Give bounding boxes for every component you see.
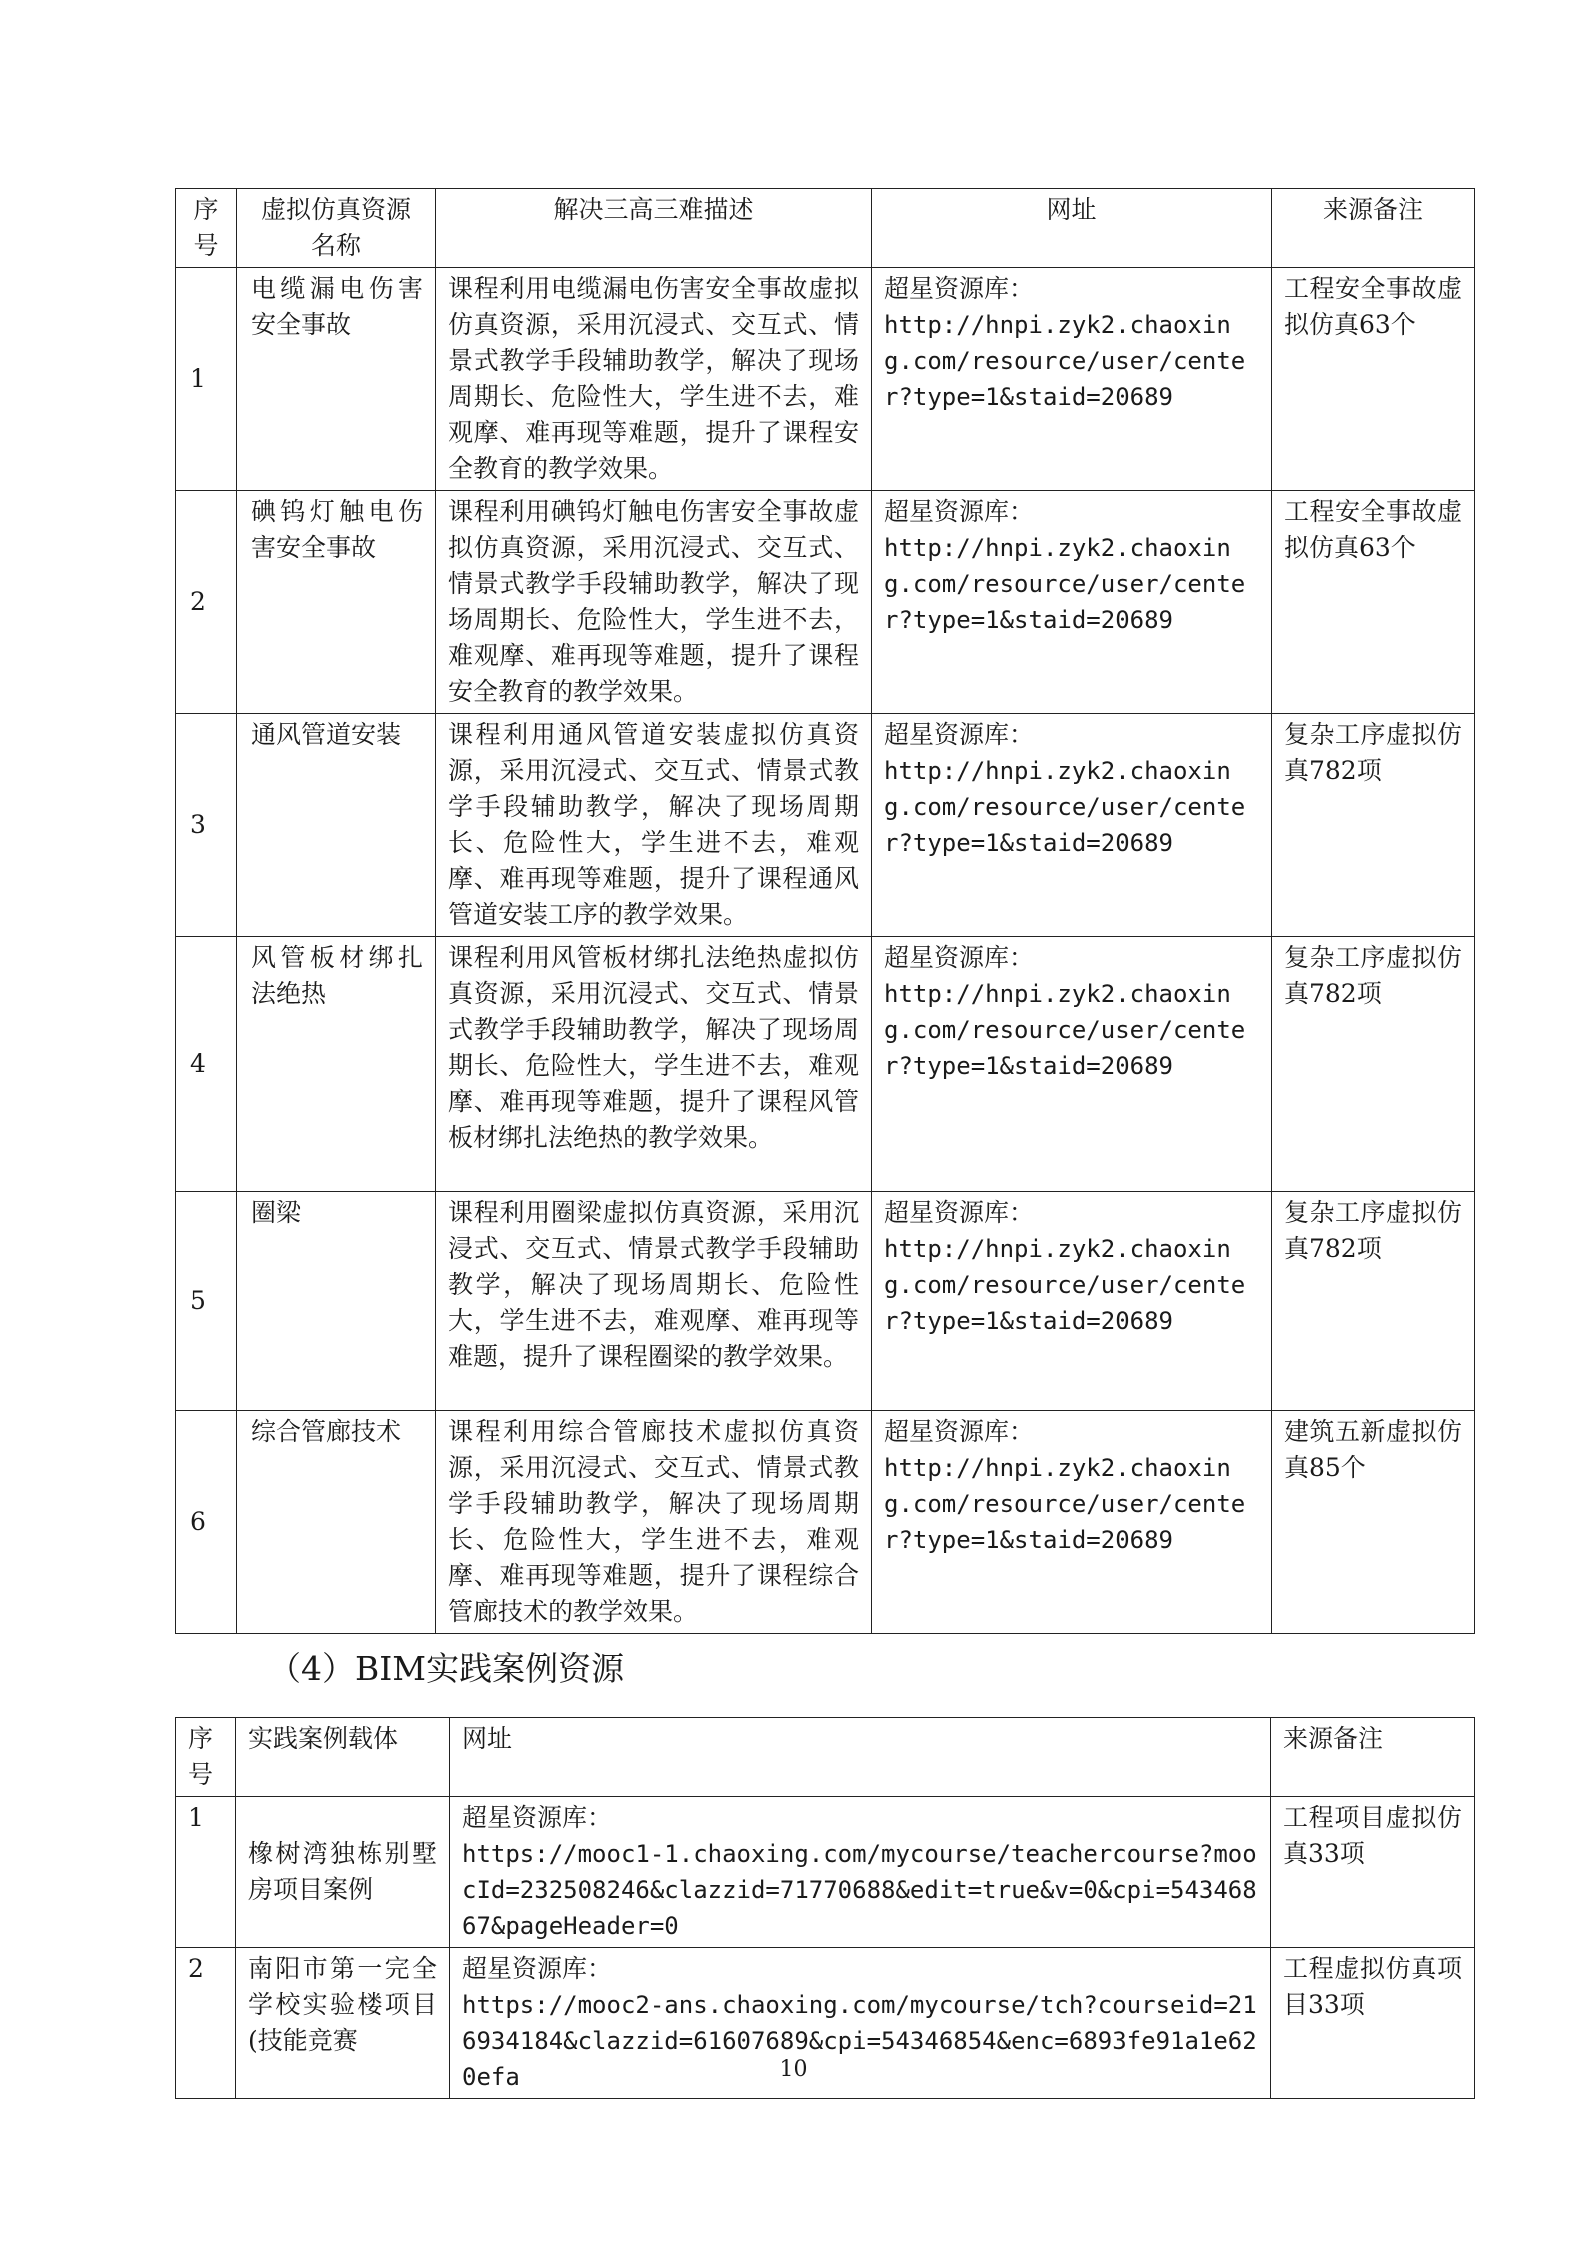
header-source-note: 来源备注	[1271, 1718, 1475, 1797]
source-note: 复杂工序虚拟仿真782项	[1272, 937, 1475, 1192]
url-label: 超星资源库：	[884, 274, 1035, 303]
url-label: 超星资源库：	[884, 1417, 1035, 1446]
description: 课程利用电缆漏电伤害安全事故虚拟仿真资源，采用沉浸式、交互式、情景式教学手段辅助教学，解决了现场周期长、危险性大，学生进不去，难观摩、难再现等难题，提升了课程安全教育的教学效果。	[436, 268, 872, 491]
source-note: 复杂工序虚拟仿真782项	[1272, 1192, 1475, 1411]
url-link[interactable]: http://hnpi.zyk2.chaoxing.com/resource/user/center?type=1&staid=20689	[884, 311, 1246, 411]
source-note: 建筑五新虚拟仿真85个	[1272, 1411, 1475, 1634]
resource-name: 碘钨灯触电伤害安全事故	[237, 491, 436, 714]
url-label: 超星资源库：	[884, 943, 1035, 972]
row-index: 6	[176, 1411, 237, 1634]
url-link[interactable]: http://hnpi.zyk2.chaoxing.com/resource/user/center?type=1&staid=20689	[884, 980, 1246, 1080]
url-link[interactable]: https://mooc1-1.chaoxing.com/mycourse/teachercourse?moocId=232508246&clazzid=71770688&edit=true&v=0&cpi=54346867&pageHeader=0	[462, 1840, 1257, 1940]
url-cell	[872, 268, 1272, 491]
description: 课程利用碘钨灯触电伤害安全事故虚拟仿真资源，采用沉浸式、交互式、情景式教学手段辅助教学，解决了现场周期长、危险性大，学生进不去，难观摩、难再现等难题，提升了课程安全教育的教学效果。	[436, 491, 872, 714]
resource-name: 圈梁	[237, 1192, 436, 1411]
table-header-row	[176, 1718, 1475, 1797]
url-cell	[872, 491, 1272, 714]
header-resource-name: 虚拟仿真资源名称	[237, 189, 436, 268]
header-description: 解决三高三难描述	[436, 189, 872, 268]
url-cell	[872, 1411, 1272, 1634]
description: 课程利用通风管道安装虚拟仿真资源，采用沉浸式、交互式、情景式教学手段辅助教学，解决了现场周期长、危险性大，学生进不去，难观摩、难再现等难题，提升了课程通风管道安装工序的教学效果。	[436, 714, 872, 937]
page-number: 10	[779, 2057, 808, 2082]
url-label: 超星资源库：	[462, 1803, 613, 1832]
url-cell	[872, 1192, 1272, 1411]
case-name: 橡树湾独栋别墅房项目案例	[236, 1797, 450, 1948]
resource-name: 电缆漏电伤害安全事故	[237, 268, 436, 491]
header-url: 网址	[872, 189, 1272, 268]
url-link[interactable]: http://hnpi.zyk2.chaoxing.com/resource/user/center?type=1&staid=20689	[884, 757, 1246, 857]
case-name: 南阳市第一完全学校实验楼项目(技能竞赛	[236, 1948, 450, 2099]
row-index: 3	[176, 714, 237, 937]
header-case-carrier: 实践案例载体	[236, 1718, 450, 1797]
table-row	[176, 937, 1475, 1192]
row-index: 5	[176, 1192, 237, 1411]
description: 课程利用圈梁虚拟仿真资源，采用沉浸式、交互式、情景式教学手段辅助教学，解决了现场周期长、危险性大，学生进不去，难观摩、难再现等难题，提升了课程圈梁的教学效果。	[436, 1192, 872, 1411]
description: 课程利用综合管廊技术虚拟仿真资源，采用沉浸式、交互式、情景式教学手段辅助教学，解决了现场周期长、危险性大，学生进不去，难观摩、难再现等难题，提升了课程综合管廊技术的教学效果。	[436, 1411, 872, 1634]
source-note: 工程安全事故虚拟仿真63个	[1272, 491, 1475, 714]
description: 课程利用风管板材绑扎法绝热虚拟仿真资源，采用沉浸式、交互式、情景式教学手段辅助教学，解决了现场周期长、危险性大，学生进不去，难观摩、难再现等难题，提升了课程风管板材绑扎法绝热的教学效果。	[436, 937, 872, 1192]
header-index: 序号	[176, 1718, 236, 1797]
header-source-note: 来源备注	[1272, 189, 1475, 268]
url-cell	[450, 1797, 1271, 1948]
url-cell	[872, 937, 1272, 1192]
table-row	[176, 714, 1475, 937]
resource-name: 风管板材绑扎法绝热	[237, 937, 436, 1192]
resource-name: 通风管道安装	[237, 714, 436, 937]
url-cell	[872, 714, 1272, 937]
table-row	[176, 1797, 1475, 1948]
url-label: 超星资源库：	[884, 720, 1035, 749]
section-heading: （4）BIM实践案例资源	[268, 1649, 625, 1688]
url-label: 超星资源库：	[884, 1198, 1035, 1227]
source-note: 复杂工序虚拟仿真782项	[1272, 714, 1475, 937]
header-index: 序号	[176, 189, 237, 268]
url-link[interactable]: http://hnpi.zyk2.chaoxing.com/resource/user/center?type=1&staid=20689	[884, 534, 1246, 634]
row-index: 2	[176, 1948, 236, 2099]
url-label: 超星资源库：	[884, 497, 1035, 526]
url-label: 超星资源库：	[462, 1954, 613, 1983]
virtual-sim-resources-table	[175, 188, 1475, 1634]
resource-name: 综合管廊技术	[237, 1411, 436, 1634]
row-index: 1	[176, 268, 237, 491]
bim-case-resources-table	[175, 1717, 1475, 2099]
source-note: 工程安全事故虚拟仿真63个	[1272, 268, 1475, 491]
row-index: 1	[176, 1797, 236, 1948]
url-link[interactable]: http://hnpi.zyk2.chaoxing.com/resource/user/center?type=1&staid=20689	[884, 1235, 1246, 1335]
table-row	[176, 268, 1475, 491]
table-header-row	[176, 189, 1475, 268]
table-row	[176, 1192, 1475, 1411]
row-index: 2	[176, 491, 237, 714]
source-note: 工程项目虚拟仿真33项	[1271, 1797, 1475, 1948]
source-note: 工程虚拟仿真项目33项	[1271, 1948, 1475, 2099]
header-url: 网址	[450, 1718, 1271, 1797]
url-link[interactable]: http://hnpi.zyk2.chaoxing.com/resource/user/center?type=1&staid=20689	[884, 1454, 1246, 1554]
table-row	[176, 491, 1475, 714]
url-link[interactable]: https://mooc2-ans.chaoxing.com/mycourse/tch?courseid=216934184&clazzid=61607689&cpi=54346854&enc=6893fe91a1e620efa	[462, 1991, 1257, 2091]
table-row	[176, 1411, 1475, 1634]
row-index: 4	[176, 937, 237, 1192]
